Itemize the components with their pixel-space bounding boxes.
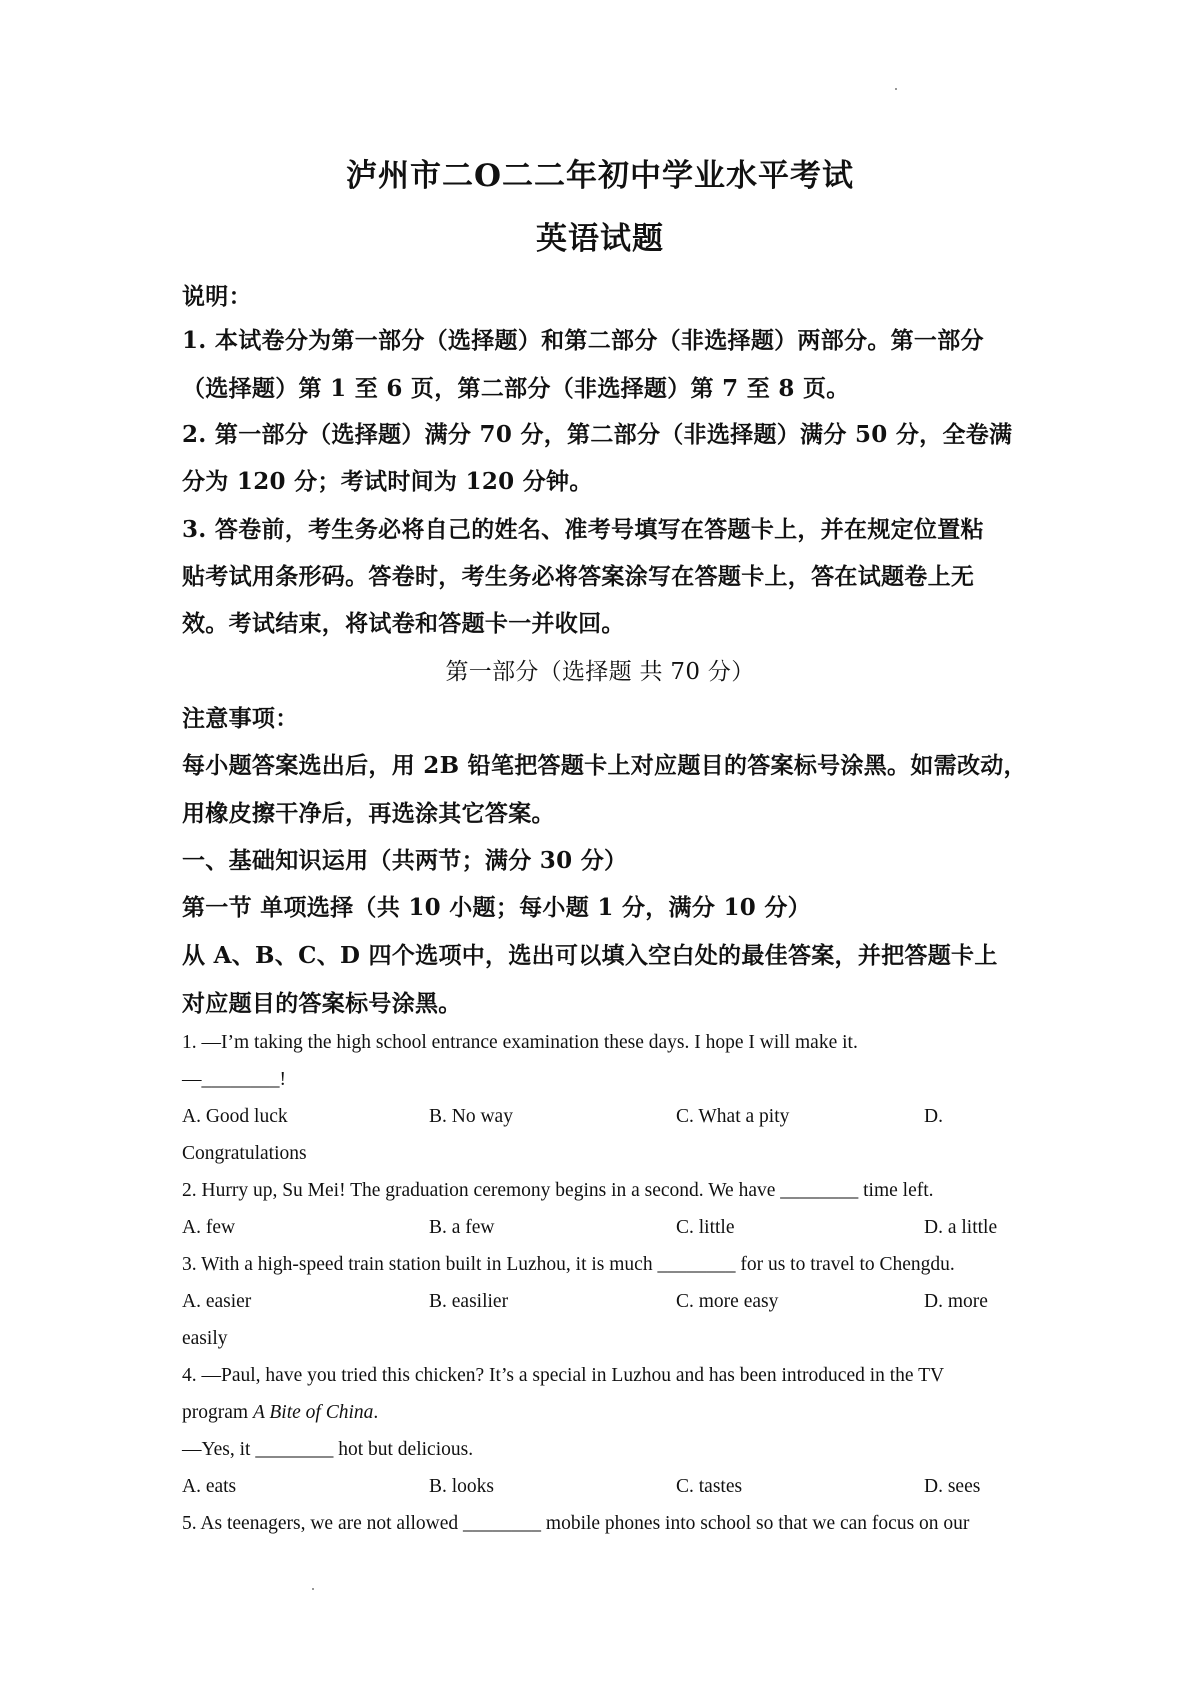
question-4-reply: —Yes, it ________ hot but delicious. (182, 1439, 474, 1460)
instruction-line: 贴考试用条形码。答卷时，考生务必将答案涂写在答题卡上，答在试题卷上无 (182, 563, 975, 590)
exam-subtitle: 英语试题 (536, 221, 664, 257)
question-1-stem: 1. —I’m taking the high school entrance examination these days. I hope I will make it. (182, 1032, 858, 1053)
question-4-option-d: D. sees (924, 1476, 981, 1497)
question-3-option-b: B. easilier (429, 1291, 509, 1312)
question-2-option-a: A. few (182, 1217, 236, 1238)
exam-title: 泸州市二O二二年初中学业水平考试 (345, 158, 854, 194)
question-3-stem: 3. With a high-speed train station built in Luzhou, it is much ________ for us to travel to Chengdu. (182, 1254, 955, 1275)
question-3-option-d-wrap: easily (182, 1328, 228, 1349)
question-2-option-b: B. a few (429, 1217, 495, 1238)
question-4-program-title: A Bite of China (252, 1402, 374, 1423)
question-4-option-b: B. looks (429, 1476, 495, 1497)
question-2-option-d: D. a little (924, 1217, 998, 1238)
directions-line: 对应题目的答案标号涂黑。 (182, 990, 462, 1017)
question-1-option-d: D. (924, 1106, 943, 1127)
part-one-heading: 第一部分（选择题 共 70 分） (445, 659, 755, 685)
notes-heading: 注意事项： (182, 705, 299, 732)
question-1-reply: —________! (182, 1069, 286, 1090)
question-3-option-c: C. more easy (676, 1291, 779, 1312)
instruction-line: 1. 本试卷分为第一部分（选择题）和第二部分（非选择题）两部分。第一部分 (182, 327, 984, 354)
question-1-option-d-wrap: Congratulations (182, 1143, 307, 1164)
question-4-stem-suffix: . (373, 1402, 379, 1423)
instruction-line: 3. 答卷前，考生务必将自己的姓名、准考号填写在答题卡上，并在规定位置粘 (182, 516, 984, 543)
question-3-option-a: A. easier (182, 1291, 252, 1312)
question-4-option-c: C. tastes (676, 1476, 743, 1497)
question-2-stem: 2. Hurry up, Su Mei! The graduation ceremony begins in a second. We have ________ time left. (182, 1180, 934, 1201)
question-1-option-a: A. Good luck (182, 1106, 288, 1127)
subsection-heading: 第一节 单项选择（共 10 小题；每小题 1 分，满分 10 分） (182, 894, 811, 921)
directions-line: 从 A、B、C、D 四个选项中，选出可以填入空白处的最佳答案，并把答题卡上 (182, 942, 998, 969)
question-4-stem-prefix: program (182, 1402, 253, 1423)
question-3-option-d: D. more (924, 1291, 988, 1312)
instruction-line: （选择题）第 1 至 6 页，第二部分（非选择题）第 7 至 8 页。 (182, 375, 850, 402)
question-4-stem: 4. —Paul, have you tried this chicken? It’s a special in Luzhou and has been introduced in the TV (182, 1365, 945, 1386)
notes-line: 每小题答案选出后，用 2B 铅笔把答题卡上对应题目的答案标号涂黑。如需改动， (182, 752, 1027, 779)
question-4-stem-line-2 (182, 1402, 378, 1424)
question-4-option-a: A. eats (182, 1476, 237, 1497)
scan-mark (895, 88, 897, 90)
question-1-option-b: B. No way (429, 1106, 513, 1127)
scan-mark (312, 1588, 314, 1590)
instruction-line: 效。考试结束，将试卷和答题卡一并收回。 (182, 610, 625, 637)
question-2-option-c: C. little (676, 1217, 735, 1238)
question-1-option-c: C. What a pity (676, 1106, 790, 1127)
instructions-heading: 说明： (182, 283, 252, 310)
section-heading: 一、基础知识运用（共两节；满分 30 分） (182, 847, 628, 874)
notes-line: 用橡皮擦干净后，再选涂其它答案。 (182, 800, 555, 827)
instruction-line: 2. 第一部分（选择题）满分 70 分，第二部分（非选择题）满分 50 分，全卷满 (182, 421, 1013, 448)
question-5-stem: 5. As teenagers, we are not allowed ________ mobile phones into school so that we can focus on our (182, 1513, 970, 1534)
instruction-line: 分为 120 分；考试时间为 120 分钟。 (182, 468, 593, 495)
